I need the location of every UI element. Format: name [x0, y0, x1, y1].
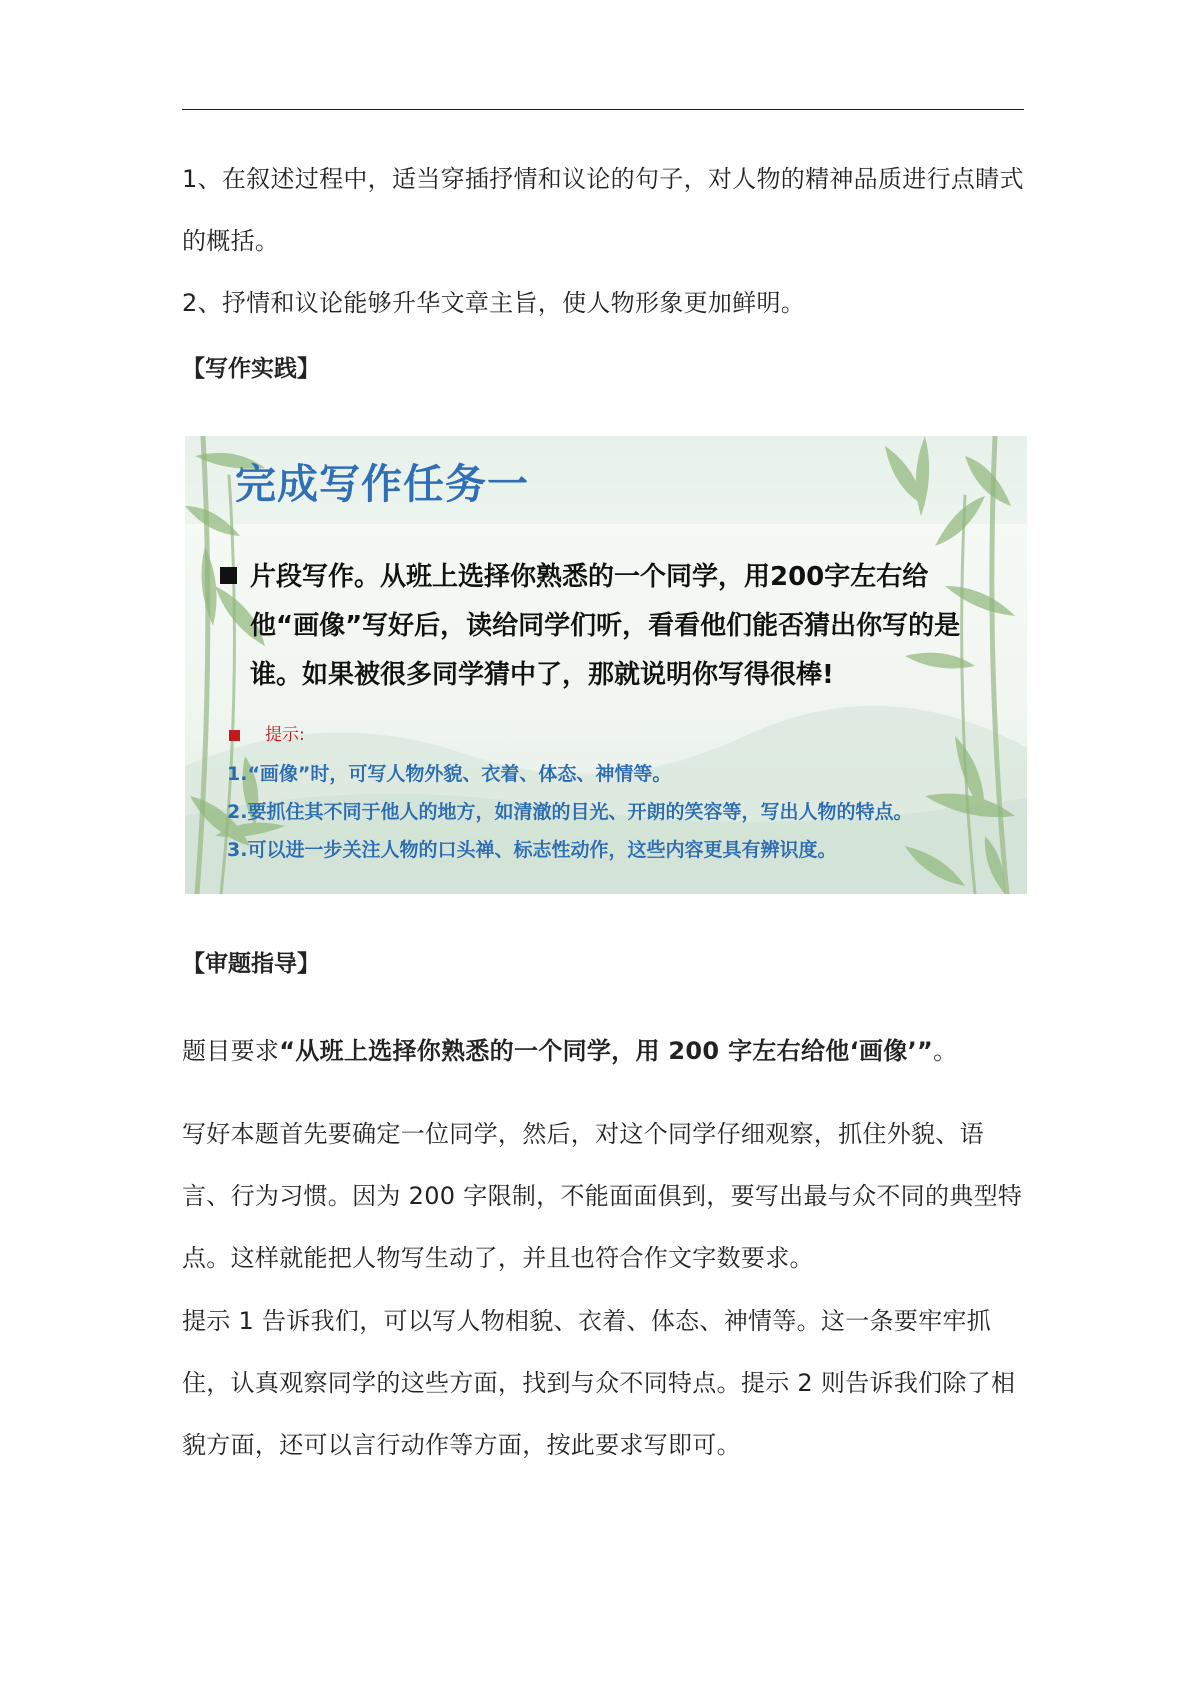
hint-marker-icon [229, 730, 240, 741]
guide-paragraph-1: 写好本题首先要确定一位同学，然后，对这个同学仔细观察，抓住外貌、语言、行为习惯。因为 200 字限制，不能面面俱到，要写出最与众不同的典型特点。这样就能把人物写生动了，并且也符合作文字数要求。 [182, 1120, 1023, 1272]
requirement-line [182, 1020, 1024, 1082]
requirement-quote: “从班上选择你熟悉的一个同学，用 200 字左右给他‘画像’” [279, 1037, 934, 1065]
section-heading-practice: 【写作实践】 [182, 356, 320, 382]
guide-paragraph-2: 提示 1 告诉我们，可以写人物相貌、衣着、体态、神情等。这一条要牢牢抓住，认真观察同学的这些方面，找到与众不同特点。提示 2 则告诉我们除了相貌方面，还可以言行动作等方面，按此要求写即可。 [182, 1307, 1016, 1459]
section-heading-guide: 【审题指导】 [182, 951, 320, 977]
bullet-square-icon [220, 567, 237, 584]
intro-point-2: 2、抒情和议论能够升华文章主旨，使人物形象更加鲜明。 [182, 289, 806, 317]
slide-title: 完成写作任务一 [235, 460, 529, 508]
intro-point-1: 1、在叙述过程中，适当穿插抒情和议论的句子，对人物的精神品质进行点睛式的概括。 [182, 165, 1024, 255]
hint-line-3: 3.可以进一步关注人物的口头禅、标志性动作，这些内容更具有辨识度。 [227, 839, 837, 861]
hint-label: 提示: [265, 725, 305, 745]
slide-image [185, 436, 1027, 894]
requirement-prefix: 题目要求 [182, 1037, 280, 1065]
requirement-suffix: 。 [933, 1037, 958, 1065]
header-rule [182, 109, 1024, 110]
hint-line-2: 2.要抓住其不同于他人的地方，如清澈的目光、开朗的笑容等，写出人物的特点。 [227, 801, 913, 823]
slide-task-text: 片段写作。从班上选择你熟悉的一个同学，用200字左右给他“画像”写好后，读给同学们听，看看他们能否猜出你写的是谁。如果被很多同学猜中了，那就说明你写得很棒! [250, 562, 961, 690]
hint-line-1: 1.“画像”时，可写人物外貌、衣着、体态、神情等。 [227, 763, 672, 785]
